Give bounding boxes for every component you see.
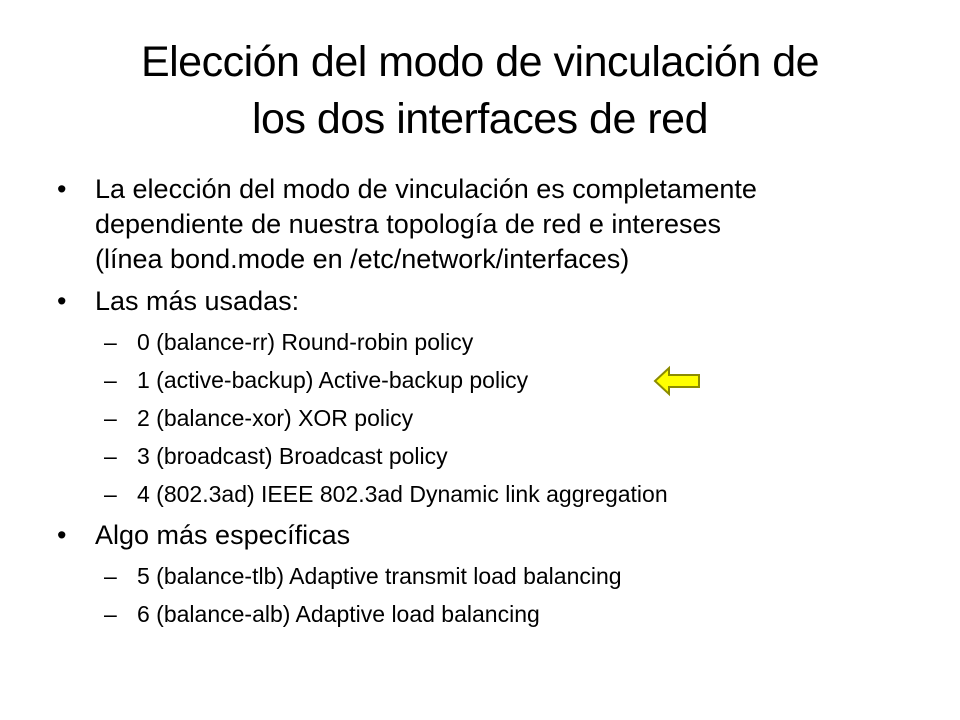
left-arrow-icon bbox=[653, 365, 701, 397]
dash-marker: – bbox=[104, 443, 117, 469]
bullet-marker: • bbox=[57, 520, 67, 550]
dash-marker: – bbox=[104, 329, 117, 355]
bullet-line: Algo más específicas bbox=[95, 520, 351, 550]
bullet-line: La elección del modo de vinculación es completamente bbox=[95, 174, 757, 204]
sub-item-text: 1 (active-backup) Active-backup policy bbox=[137, 367, 529, 393]
sub-item-text: 6 (balance-alb) Adaptive load balancing bbox=[137, 601, 540, 627]
bullet-text bbox=[95, 172, 915, 277]
bullet-line: Las más usadas: bbox=[95, 286, 300, 316]
arrow-shape bbox=[655, 368, 699, 394]
dash-marker: – bbox=[104, 481, 117, 507]
dash-marker: – bbox=[104, 563, 117, 589]
slide-title bbox=[40, 34, 920, 148]
sub-item-text: 5 (balance-tlb) Adaptive transmit load balancing bbox=[137, 563, 622, 589]
bullet-marker: • bbox=[57, 286, 67, 316]
dash-marker: – bbox=[104, 601, 117, 627]
sub-item-text: 2 (balance-xor) XOR policy bbox=[137, 405, 414, 431]
bullet-text bbox=[95, 284, 915, 319]
bullet-text bbox=[95, 518, 915, 553]
title-line-1: Elección del modo de vinculación de bbox=[140, 38, 820, 86]
sub-item-text: 4 (802.3ad) IEEE 802.3ad Dynamic link aggregation bbox=[137, 481, 668, 507]
bullet-marker: • bbox=[57, 174, 67, 204]
sub-item-text: 0 (balance-rr) Round-robin policy bbox=[137, 329, 474, 355]
dash-marker: – bbox=[104, 405, 117, 431]
bullet-line: dependiente de nuestra topología de red e intereses bbox=[95, 209, 721, 239]
title-line-2: los dos interfaces de red bbox=[252, 95, 708, 143]
dash-marker: – bbox=[104, 367, 117, 393]
sub-item-text: 3 (broadcast) Broadcast policy bbox=[137, 443, 448, 469]
bullet-line: (línea bond.mode en /etc/network/interfaces) bbox=[95, 244, 630, 274]
